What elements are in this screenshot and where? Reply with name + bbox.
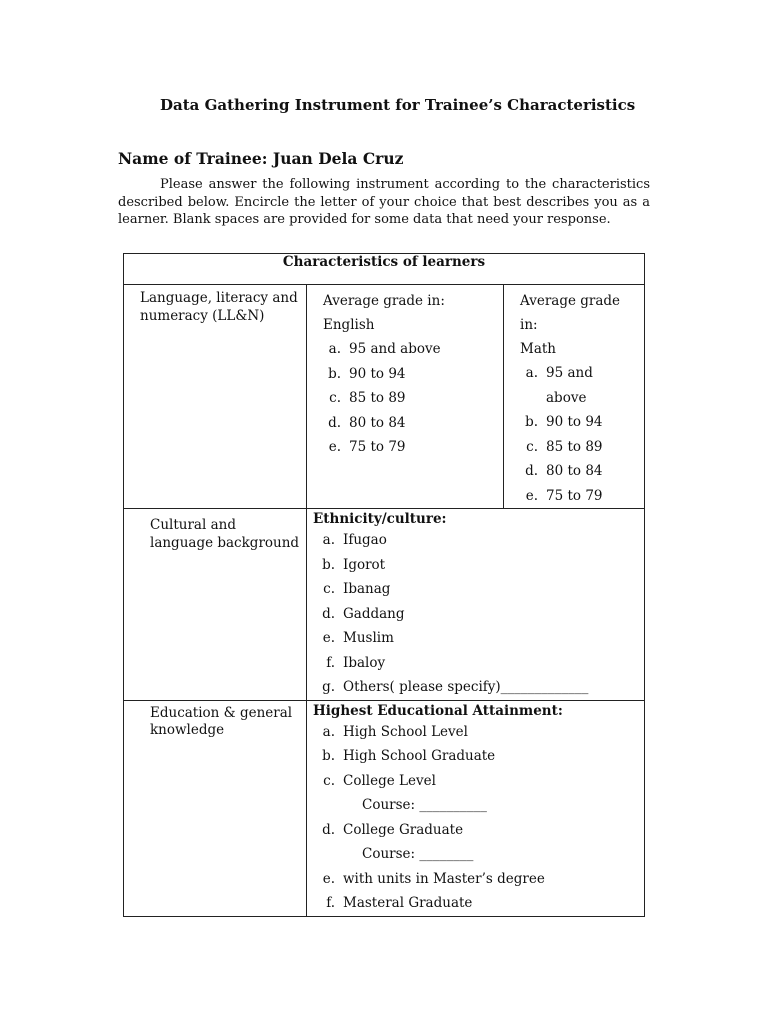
list-item[interactable]: c. College Level [323, 772, 436, 789]
list-item[interactable]: c. 85 to 89 [329, 390, 406, 406]
list-item[interactable]: a. Ifugao [322, 532, 387, 548]
list-item[interactable]: e. 75 to 79 [328, 439, 406, 455]
table-header: Characteristics of learners [124, 254, 645, 285]
characteristics-table [123, 253, 645, 917]
math-options [520, 361, 636, 508]
list-item[interactable]: d. 80 to 84 [525, 463, 603, 479]
math-grade-cell [504, 285, 645, 509]
list-item[interactable]: e. 75 to 79 [525, 487, 603, 504]
list-item[interactable]: b. 90 to 94 [328, 365, 406, 382]
list-item[interactable]: f. Masteral Graduate [326, 895, 473, 911]
list-item[interactable]: d. Gaddang [322, 605, 405, 622]
course-field-1[interactable]: Course: __________ [362, 797, 487, 813]
instructions-paragraph: Please answer the following instrument according to the characteristics described below. Encircle the letter of your choice that best describes you as a learner. Blank spaces are provided for some data that need your response. [118, 177, 650, 227]
list-item[interactable]: d. College Graduate [322, 821, 464, 838]
list-item[interactable]: b. Igorot [322, 556, 386, 573]
english-grade-cell [307, 285, 504, 509]
math-subject: Math [520, 341, 556, 357]
culture-options [313, 528, 638, 700]
education-heading: Highest Educational Attainment: [313, 702, 563, 719]
english-subject: English [323, 317, 375, 333]
education-label: Education & general knowledge [124, 700, 307, 916]
list-item[interactable]: f. Ibaloy [326, 654, 386, 671]
list-item[interactable]: b. 90 to 94 [525, 414, 603, 430]
english-heading: Average grade in: [323, 293, 445, 309]
education-cell [307, 700, 645, 916]
trainee-name: Name of Trainee: Juan Dela Cruz [118, 149, 404, 168]
culture-row [124, 509, 645, 701]
education-row [124, 700, 645, 916]
llrn-row [124, 285, 645, 509]
math-heading: Average grade in: [520, 293, 621, 333]
list-item[interactable]: g. Others( please specify)_____________ [322, 679, 589, 695]
list-item[interactable]: c. Ibanag [323, 581, 391, 597]
list-item[interactable]: e. Muslim [322, 630, 394, 646]
list-item[interactable]: a. High School Level [322, 723, 468, 740]
education-options [313, 720, 638, 794]
list-item[interactable]: c. 85 to 89 [526, 438, 603, 455]
culture-cell [307, 509, 645, 701]
list-item[interactable]: d. 80 to 84 [328, 414, 406, 431]
list-item[interactable]: a. 95 and above [328, 341, 441, 357]
english-options [323, 337, 495, 460]
list-item[interactable]: b. High School Graduate [322, 748, 496, 764]
culture-heading: Ethnicity/culture: [313, 511, 447, 527]
llrn-label: Language, literacy and numeracy (LL&N) [124, 285, 307, 509]
list-item[interactable]: e. with units in Master’s degree [322, 870, 545, 887]
document-title: Data Gathering Instrument for Trainee’s Characteristics [160, 96, 636, 114]
course-field-2[interactable]: Course: ________ [362, 846, 474, 862]
list-item[interactable]: a. 95 and above [525, 365, 593, 406]
culture-label: Cultural and language background [124, 509, 307, 701]
